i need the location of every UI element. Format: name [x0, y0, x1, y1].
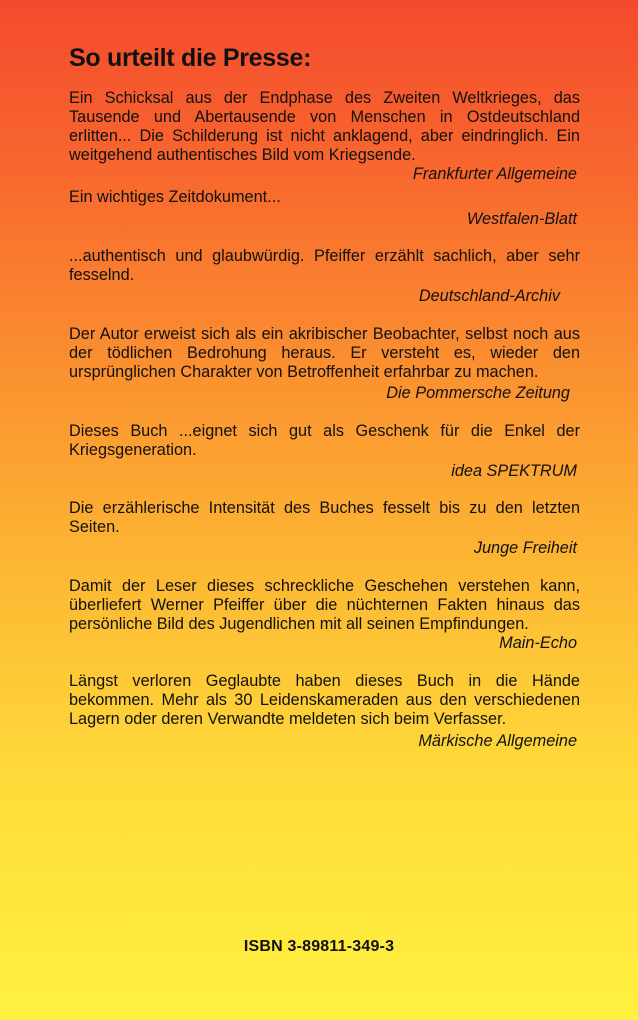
review-source: Deutschland-Archiv — [418, 287, 560, 305]
review-maerkische-allgemeine — [69, 672, 580, 751]
review-source: Die Pommersche Zeitung — [386, 384, 570, 402]
review-quote: Der Autor erweist sich als ein akribischer Beobachter, selbst noch aus der tödlichen Bedrohung heraus. Er versteht es, wieder den ursprünglichen Charakter von Betroffenheit erfahrbar zu machen. — [69, 325, 580, 381]
review-source: Westfalen-Blatt — [466, 210, 577, 228]
review-junge-freiheit — [69, 499, 580, 558]
review-source: Märkische Allgemeine — [418, 732, 577, 750]
review-main-echo — [69, 577, 580, 653]
review-frankfurter-allgemeine — [69, 89, 580, 184]
review-deutschland-archiv — [69, 247, 580, 306]
review-die-pommersche-zeitung — [69, 325, 580, 403]
review-quote: Die erzählerische Intensität des Buches fesselt bis zu den letzten Seiten. — [69, 499, 580, 536]
review-source: idea SPEKTRUM — [451, 462, 577, 480]
review-quote: Ein wichtiges Zeitdokument... — [69, 188, 281, 206]
review-source: Junge Freiheit — [473, 539, 577, 557]
review-source: Main-Echo — [499, 634, 577, 652]
isbn-number: ISBN 3-89811-349-3 — [243, 938, 395, 955]
review-idea-spektrum — [69, 422, 580, 481]
review-quote: Dieses Buch ...eignet sich gut als Geschenk für die Enkel der Kriegsgeneration. — [69, 422, 580, 459]
review-quote: Längst verloren Geglaubte haben dieses Buch in die Hände bekommen. Mehr als 30 Leidenskameraden aus den verschiedenen Lagern oder deren Verwandte meldeten sich beim Verfasser. — [69, 672, 580, 728]
review-source: Frankfurter Allgemeine — [412, 165, 577, 183]
review-westfalen-blatt — [69, 188, 580, 229]
review-quote: Ein Schicksal aus der Endphase des Zweiten Weltkrieges, das Tausende und Abertausende von Menschen in Ostdeutschland erlitten... Die Schilderung ist nicht anklagend, aber eindringlich. Ein weitgehend authentisches Bild vom Kriegsende. — [69, 89, 580, 164]
review-quote: Damit der Leser dieses schreckliche Geschehen verstehen kann, überliefert Werner Pfeiffer über die nüchternen Fakten hinaus das persönliche Bild des Jugendlichen mit all seinen Empfindungen. — [69, 577, 580, 633]
page-title: So urteilt die Presse: — [69, 44, 312, 72]
review-quote: ...authentisch und glaubwürdig. Pfeiffer erzählt sachlich, aber sehr fesselnd. — [69, 247, 580, 284]
press-reviews-section — [69, 44, 580, 751]
